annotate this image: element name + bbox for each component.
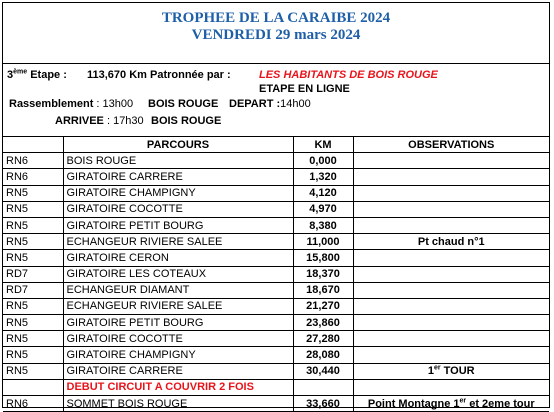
place-cell: SOMMET BOIS ROUGE xyxy=(63,396,293,412)
place-cell: BOIS ROUGE xyxy=(63,153,293,169)
obs-cell xyxy=(353,153,549,169)
table-row xyxy=(3,282,549,298)
km-cell: 11,000 xyxy=(293,234,353,250)
arrivee: ARRIVEE : 17h30 xyxy=(55,115,144,127)
km-cell: 18,670 xyxy=(293,282,353,298)
table-row xyxy=(3,347,549,363)
obs-cell xyxy=(353,185,549,201)
obs-cell xyxy=(353,347,549,363)
km-cell: 0,000 xyxy=(293,153,353,169)
road-cell: RN6 xyxy=(3,169,63,185)
table-row xyxy=(3,396,549,412)
place-cell: GIRATOIRE CHAMPIGNY xyxy=(63,185,293,201)
place-cell: GIRATOIRE CARRERE xyxy=(63,363,293,379)
obs-cell: 1er TOUR xyxy=(353,363,549,379)
km-cell: 33,660 xyxy=(293,396,353,412)
road-cell: RN5 xyxy=(3,347,63,363)
place-cell: GIRATOIRE COCOTTE xyxy=(63,201,293,217)
obs-cell xyxy=(353,250,549,266)
title-line1: TROPHEE DE LA CARAIBE 2024 xyxy=(161,10,391,26)
km-cell xyxy=(293,379,353,395)
obs-cell xyxy=(353,298,549,314)
rassemblement: Rassemblement : 13h00 xyxy=(9,98,134,110)
road-cell: RN5 xyxy=(3,217,63,233)
km-cell: 15,800 xyxy=(293,250,353,266)
km-cell: 1,320 xyxy=(293,169,353,185)
depart: DEPART :14h00 xyxy=(229,98,311,110)
place-cell: ECHANGEUR DIAMANT xyxy=(63,282,293,298)
table-row xyxy=(3,363,549,379)
table-header xyxy=(3,137,549,153)
etape-label: 3ème Etape : xyxy=(7,68,67,81)
road-cell: RN5 xyxy=(3,331,63,347)
title-line2: VENDREDI 29 mars 2024 xyxy=(191,27,361,43)
table-row xyxy=(3,266,549,282)
table-row xyxy=(3,201,549,217)
place-cell: GIRATOIRE PETIT BOURG xyxy=(63,315,293,331)
table-row xyxy=(3,315,549,331)
km-cell: 21,270 xyxy=(293,298,353,314)
obs-cell: Pt chaud n°1 xyxy=(353,234,549,250)
place-cell: GIRATOIRE CARRERE xyxy=(63,169,293,185)
rassemblement-lieu: BOIS ROUGE xyxy=(148,98,219,110)
table-row xyxy=(3,153,549,169)
table-row xyxy=(3,234,549,250)
km-cell: 23,860 xyxy=(293,315,353,331)
road-cell: RN5 xyxy=(3,315,63,331)
place-cell: GIRATOIRE PETIT BOURG xyxy=(63,217,293,233)
obs-cell xyxy=(353,201,549,217)
table-row xyxy=(3,331,549,347)
header xyxy=(3,3,549,64)
obs-cell xyxy=(353,217,549,233)
stage-info xyxy=(3,64,549,136)
obs-cell: Point Montagne 1er et 2eme tour xyxy=(353,396,549,412)
table-row xyxy=(3,169,549,185)
sponsor: LES HABITANTS DE BOIS ROUGE xyxy=(259,69,438,81)
road-cell: RN6 xyxy=(3,153,63,169)
km-cell: 30,440 xyxy=(293,363,353,379)
place-cell: GIRATOIRE CHAMPIGNY xyxy=(63,347,293,363)
obs-cell xyxy=(353,266,549,282)
etape-type: ETAPE EN LIGNE xyxy=(259,83,350,95)
arrivee-lieu: BOIS ROUGE xyxy=(151,115,222,127)
km-cell: 8,380 xyxy=(293,217,353,233)
km-cell: 4,120 xyxy=(293,185,353,201)
place-cell: GIRATOIRE CERON xyxy=(63,250,293,266)
etape-distance: 113,670 Km Patronnée par : xyxy=(87,69,231,81)
route-table xyxy=(3,136,549,412)
km-cell: 27,280 xyxy=(293,331,353,347)
table-row xyxy=(3,185,549,201)
road-cell: RN5 xyxy=(3,250,63,266)
place-cell: GIRATOIRE COCOTTE xyxy=(63,331,293,347)
col-km: KM xyxy=(293,137,353,153)
table-row xyxy=(3,298,549,314)
table-row xyxy=(3,217,549,233)
road-cell: RN5 xyxy=(3,298,63,314)
road-cell xyxy=(3,379,63,395)
place-cell: GIRATOIRE LES COTEAUX xyxy=(63,266,293,282)
road-cell: RD7 xyxy=(3,266,63,282)
road-cell: RN6 xyxy=(3,396,63,412)
obs-cell xyxy=(353,379,549,395)
place-cell: ECHANGEUR RIVIERE SALEE xyxy=(63,234,293,250)
obs-cell xyxy=(353,282,549,298)
obs-cell xyxy=(353,169,549,185)
road-cell: RD7 xyxy=(3,282,63,298)
km-cell: 28,080 xyxy=(293,347,353,363)
place-cell: ECHANGEUR RIVIERE SALEE xyxy=(63,298,293,314)
obs-cell xyxy=(353,331,549,347)
col-road xyxy=(3,137,63,153)
km-cell: 4,970 xyxy=(293,201,353,217)
table-row xyxy=(3,379,549,395)
obs-cell xyxy=(353,315,549,331)
col-parcours: PARCOURS xyxy=(63,137,293,153)
km-cell: 18,370 xyxy=(293,266,353,282)
road-cell: RN5 xyxy=(3,201,63,217)
col-observations: OBSERVATIONS xyxy=(353,137,549,153)
place-cell: DEBUT CIRCUIT A COUVRIR 2 FOIS xyxy=(63,379,293,395)
road-cell: RN5 xyxy=(3,185,63,201)
table-row xyxy=(3,250,549,266)
route-sheet xyxy=(2,2,550,408)
road-cell: RN5 xyxy=(3,234,63,250)
road-cell: RN5 xyxy=(3,363,63,379)
